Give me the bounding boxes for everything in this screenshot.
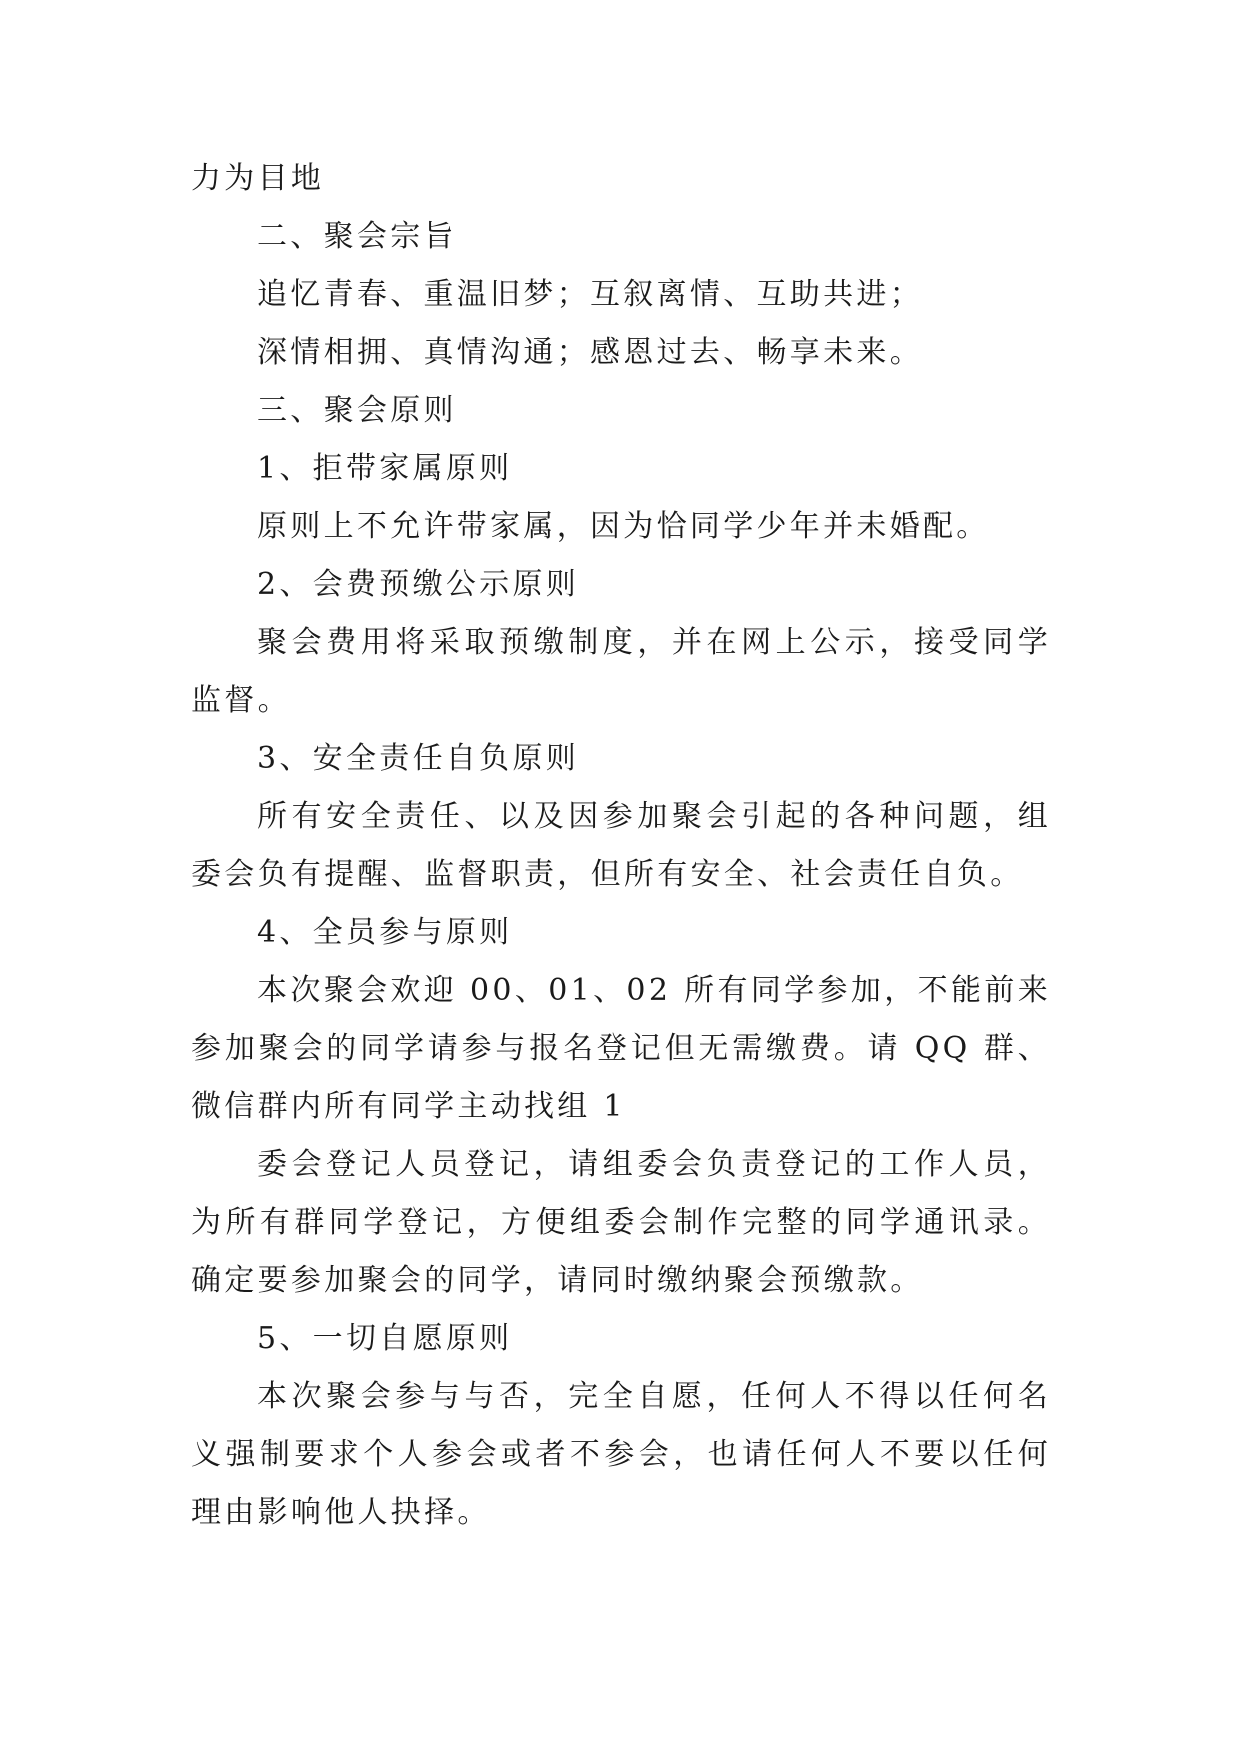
principle-3-body: 所有安全责任、以及因参加聚会引起的各种问题，组委会负有提醒、监督职责，但所有安全、社会责任自负。 [191,799,1051,892]
principle-4-body: 本次聚会欢迎 00、01、02 所有同学参加，不能前来参加聚会的同学请参与报名登记但无需缴费。请 QQ 群、微信群内所有同学主动找组 1 [191,973,1051,1124]
principle-4-heading: 4、全员参与原则 [257,915,513,950]
principle-3-heading: 3、安全责任自负原则 [257,741,580,776]
section-heading-principles: 三、聚会原则 [257,393,457,428]
principle-4-body-continued: 委会登记人员登记，请组委会负责登记的工作人员，为所有群同学登记，方便组委会制作完整的同学通讯录。确定要参加聚会的同学，请同时缴纳聚会预缴款。 [191,1147,1051,1298]
principle-1-heading: 1、拒带家属原则 [257,451,513,486]
principle-2-body: 聚会费用将采取预缴制度，并在网上公示，接受同学监督。 [191,625,1051,718]
principle-5-body: 本次聚会参与与否，完全自愿，任何人不得以任何名义强制要求个人参会或者不参会，也请任何人不要以任何理由影响他人抉择。 [191,1379,1051,1530]
principle-1-body: 原则上不允许带家属，因为恰同学少年并未婚配。 [257,509,990,544]
paragraph-continuation: 力为目地 [191,161,325,196]
document-body [191,150,1051,1542]
principle-2-heading: 2、会费预缴公示原则 [257,567,580,602]
purpose-line-2: 深情相拥、真情沟通；感恩过去、畅享未来。 [257,335,923,370]
purpose-line-1: 追忆青春、重温旧梦；互叙离情、互助共进； [257,277,923,312]
principle-5-heading: 5、一切自愿原则 [257,1321,513,1356]
section-heading-purpose: 二、聚会宗旨 [257,219,457,254]
